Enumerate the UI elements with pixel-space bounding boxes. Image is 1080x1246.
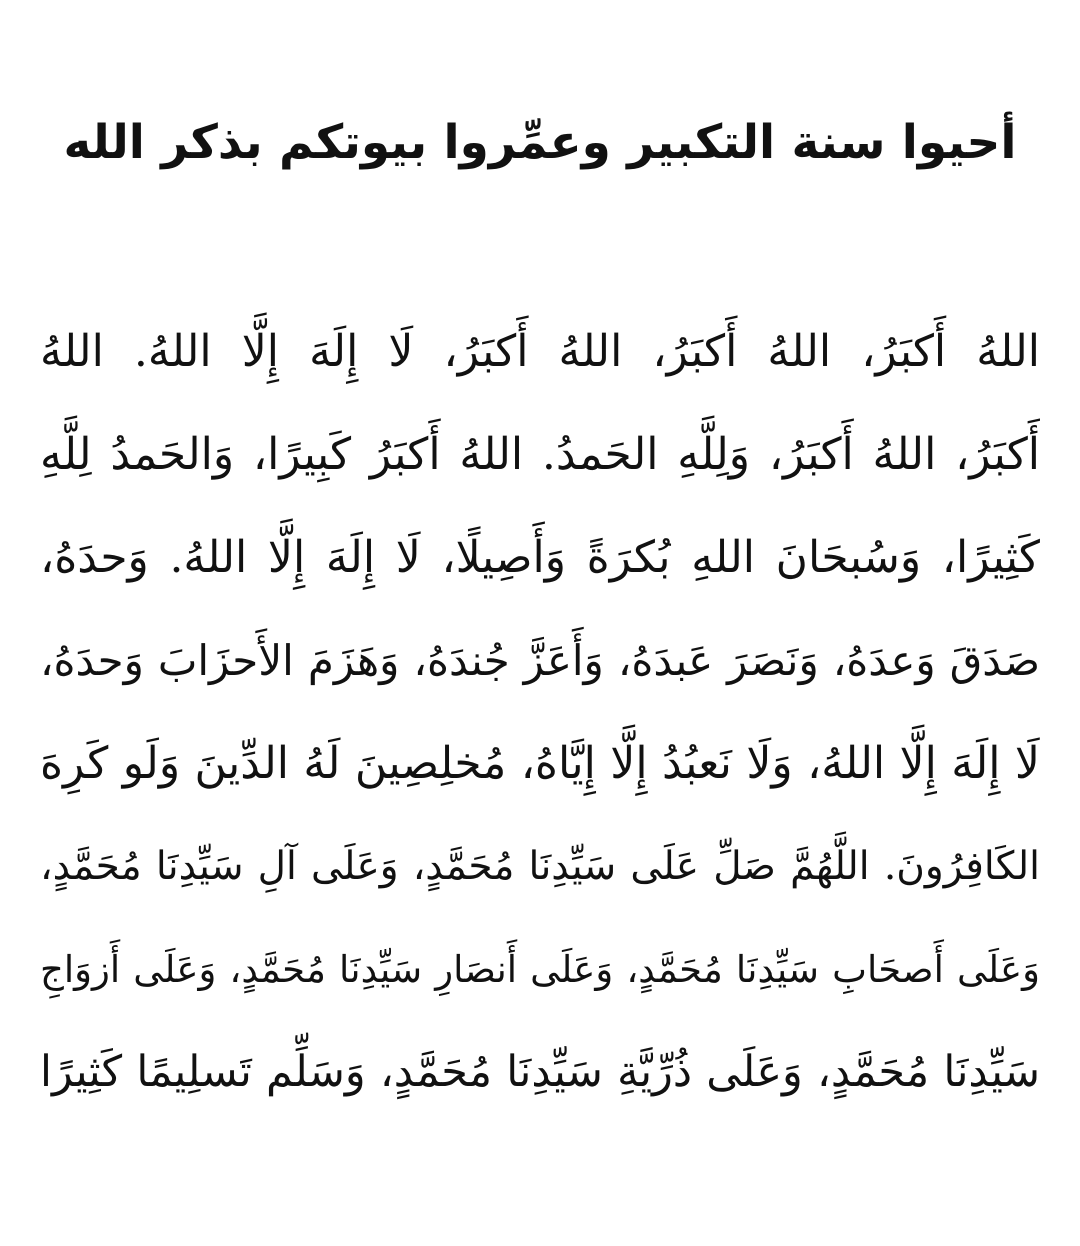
text-line: كَثِيرًا، وَسُبحَانَ اللهِ بُكرَةً وَأَصِيلًا، لَا إِلَهَ إِلَّا اللهُ. وَحدَهُ،	[40, 532, 1040, 583]
text-line: أَكبَرُ، اللهُ أَكبَرُ، وَلِلَّهِ الحَمدُ. اللهُ أَكبَرُ كَبِيرًا، وَالحَمدُ لِلَّهِ	[40, 429, 1040, 480]
text-line: اللهُ أَكبَرُ، اللهُ أَكبَرُ، اللهُ أَكبَرُ، لَا إِلَهَ إِلَّا اللهُ. اللهُ	[40, 326, 1040, 377]
takbir-text-block	[40, 300, 1040, 1124]
text-line: صَدَقَ وَعدَهُ، وَنَصَرَ عَبدَهُ، وَأَعَزَّ جُندَهُ، وَهَزَمَ الأَحزَابَ وَحدَهُ،	[40, 636, 1040, 685]
text-line: وَعَلَى أَصحَابِ سَيِّدِنَا مُحَمَّدٍ، وَعَلَى أَنصَارِ سَيِّدِنَا مُحَمَّدٍ، وَعَلَى أَزوَاجِ	[40, 948, 1040, 991]
text-line: سَيِّدِنَا مُحَمَّدٍ، وَعَلَى ذُرِّيَّةِ سَيِّدِنَا مُحَمَّدٍ، وَسَلِّم تَسلِيمًا كَثِيرًا	[40, 1047, 1040, 1097]
page-title: أحيوا سنة التكبير وعمِّروا بيوتكم بذكر الله	[63, 115, 1017, 170]
text-line: لَا إِلَهَ إِلَّا اللهُ، وَلَا نَعبُدُ إِلَّا إِيَّاهُ، مُخلِصِينَ لَهُ الدِّينَ وَلَو كَرِهَ	[40, 738, 1040, 789]
text-line: الكَافِرُونَ. اللَّهُمَّ صَلِّ عَلَى سَيِّدِنَا مُحَمَّدٍ، وَعَلَى آلِ سَيِّدِنَا مُحَمَّدٍ،	[40, 844, 1040, 889]
